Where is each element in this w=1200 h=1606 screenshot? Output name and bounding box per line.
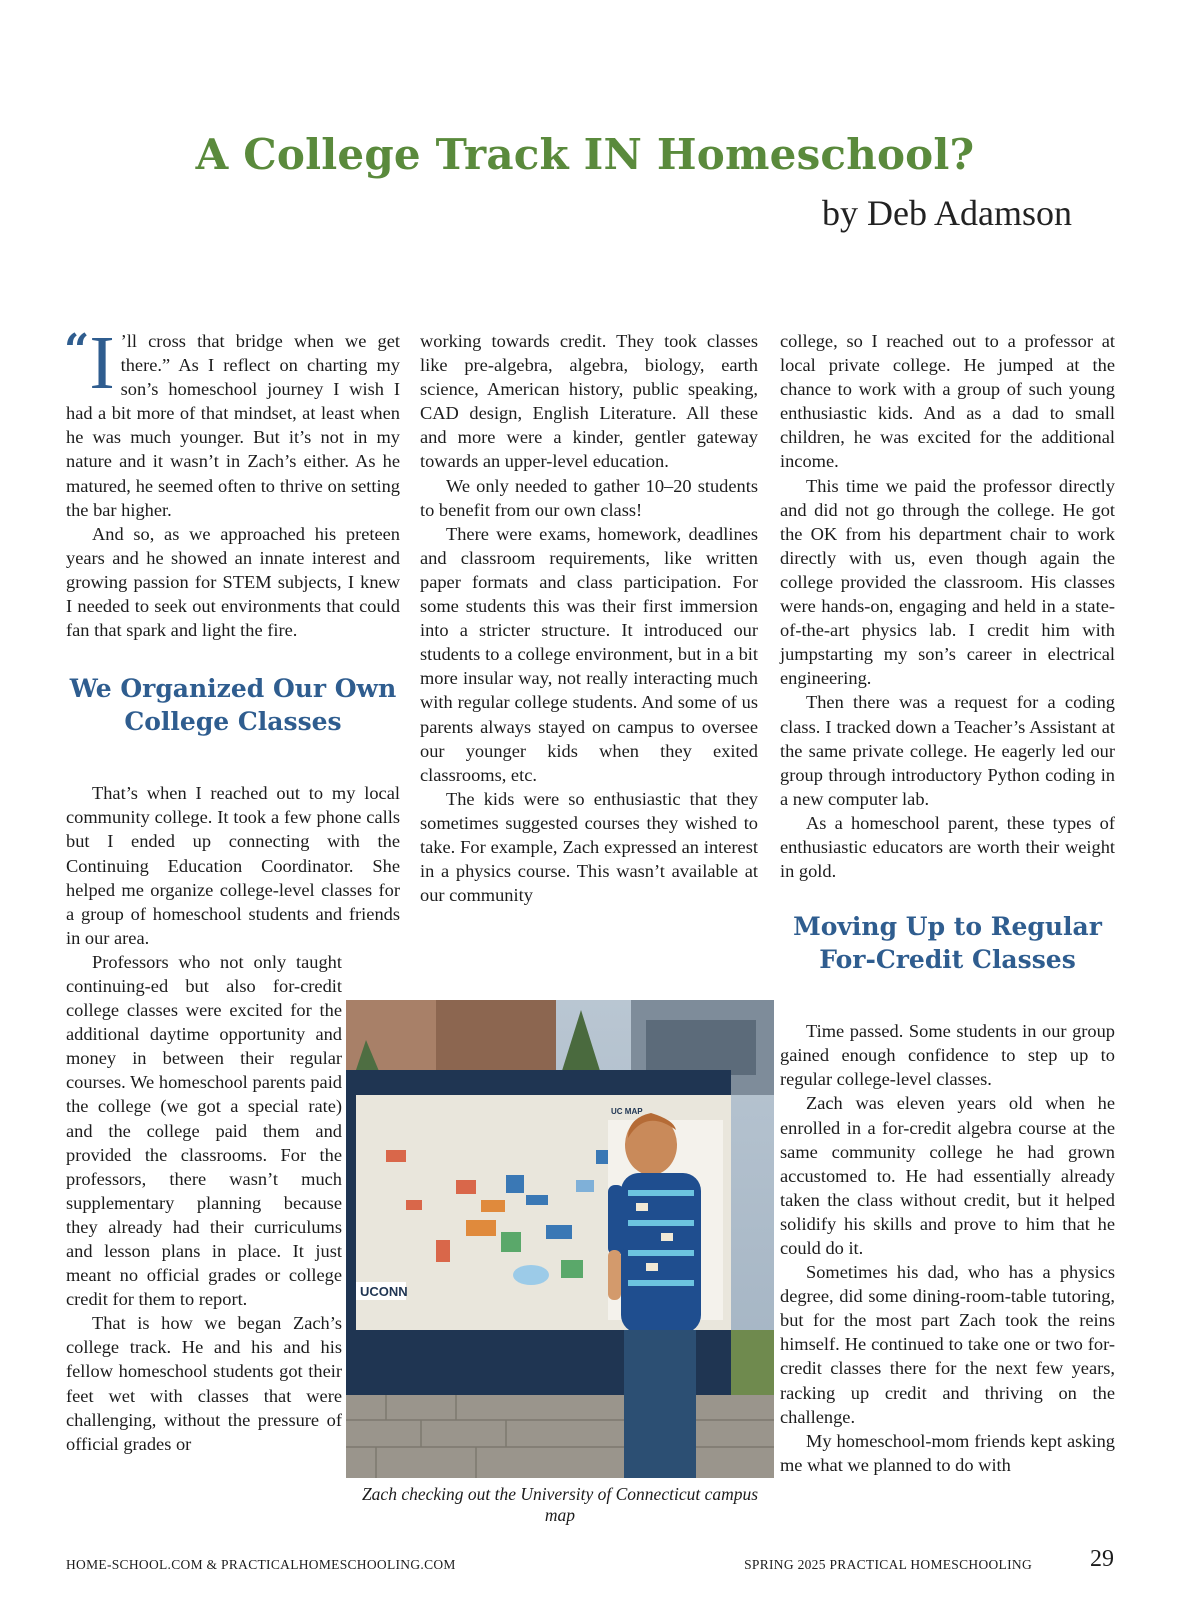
paragraph: There were exams, homework, deadlines and classroom requirements, like written paper formats and class participation. For some students this was their first immersion into a stricter structure. It introduced our students to a college environment, but in a bit more insular way, not really interacting much with regular college students. And some of us parents always stayed on campus to oversee our younger kids when they exited classrooms, etc. — [420, 523, 758, 785]
photo-illustration — [346, 1000, 774, 1478]
paragraph: My homeschool-mom friends kept asking me what we planned to do with — [780, 1430, 1115, 1475]
article-title: A College Track IN Homeschool? — [195, 130, 975, 179]
paragraph: Professors who not only taught continuing-ed but also for-credit college classes were excited for the additional daytime opportunity and money in between their regular courses. We homeschool parents paid the college (we got a special rate) and the college paid them and provided the classrooms. For the professors, there wasn’t much supplementary planning because they already had their curriculums and lesson plans in place. It just meant no official grades or college credit for them to report. — [66, 951, 342, 1310]
paragraph: Then there was a request for a coding class. I tracked down a Teacher’s Assistant at the same private college. He eagerly led our group through introductory Python coding in a new computer lab. — [780, 692, 1115, 809]
column-2 — [420, 329, 758, 907]
paragraph: This time we paid the professor directly and did not go through the college. He got the OK from his department chair to work directly with us, even though again the college provided the classroom. His classes were hands-on, engaging and held in a state-of-the-art physics lab. I credit him with jumpstarting my son’s career in electrical engineering. — [780, 475, 1115, 689]
drop-cap — [64, 321, 115, 405]
paragraph: That’s when I reached out to my local community college. It took a few phone calls but I ended up connecting with the Continuing Education Coordinator. She helped me organize college-level classes for a group of homeschool students and friends in our area. — [66, 783, 400, 948]
photo-caption: Zach checking out the University of Connecticut campus map — [361, 1484, 759, 1525]
open-quote-glyph: “ — [64, 325, 90, 376]
byline: by Deb Adamson — [822, 193, 1072, 233]
map-header-text: UC MAP — [611, 1107, 643, 1116]
text-wrap-around-photo — [66, 950, 342, 1456]
opening-paragraph-text: ’ll cross that bridge when we get there.” As I reflect on charting my son’s homeschool journey I wish I had a bit more of that mindset, at least when he was much younger. But it’s not in my nature and it wasn’t in Zach’s either. As he matured, he seemed often to thrive on setting the bar higher. — [66, 331, 400, 520]
subhead-moving-up: Moving Up to Regular For-Credit Classes — [793, 912, 1102, 975]
glass-windows — [646, 1020, 756, 1075]
paragraph: working towards credit. They took classes like pre-algebra, algebra, biology, earth science, American history, public speaking, CAD design, English Literature. All these and more were a kinder, gentler gateway towards an upper-level education. — [420, 331, 758, 472]
paragraph: Sometimes his dad, who has a physics degree, did some dining-room-table tutoring, but for the most part Zach took the reins himself. He continued to take one or two for-credit classes there for the next few years, racking up credit and thriving on the challenge. — [780, 1262, 1115, 1427]
paragraph: That is how we began Zach’s college track. He and his and his fellow homeschool students got their feet wet with classes that were challenging, without the pressure of official grades or — [66, 1313, 342, 1454]
campus-map-photo — [346, 1000, 774, 1478]
paragraph: Time passed. Some students in our group gained enough confidence to step up to regular college-level classes. — [780, 1021, 1115, 1090]
footer-issue: SPRING 2025 PRACTICAL HOMESCHOOLING — [744, 1557, 1032, 1572]
paragraph: Zach was eleven years old when he enrolled in a for-credit algebra course at the same community college he had grown accustomed to. He had essentially already taken the class without credit, but it helped solidify his skills and prove to him that he could do it. — [780, 1093, 1115, 1258]
paragraph: The kids were so enthusiastic that they sometimes suggested courses they wished to take. For example, Zach expressed an interest in a physics course. This wasn’t available at our community — [420, 788, 758, 906]
opening-paragraph — [64, 321, 400, 522]
footer-website: HOME-SCHOOL.COM & PRACTICALHOMESCHOOLING.COM — [66, 1557, 456, 1572]
drop-cap-letter: I — [89, 321, 115, 405]
paragraph: We only needed to gather 10–20 students to benefit from our own class! — [420, 475, 758, 520]
uconn-logo-text: UCONN — [360, 1284, 408, 1299]
paragraph: As a homeschool parent, these types of enthusiastic educators are worth their weight in gold. — [780, 812, 1115, 882]
stone-wall — [346, 1395, 774, 1478]
paragraph: college, so I reached out to a professor at local private college. He jumped at the chance to work with a group of such young enthusiastic kids. And as a dad to small children, he was excited for the additional income. — [780, 331, 1115, 472]
paragraph: And so, as we approached his preteen years and he showed an innate interest and growing passion for STEM subjects, I knew I needed to seek out environments that could fan that spark and light the fire. — [66, 523, 400, 641]
column-3 — [780, 329, 1115, 1477]
subhead-organized-classes: We Organized Our Own College Classes — [69, 674, 397, 737]
page-number: 29 — [1090, 1546, 1114, 1572]
